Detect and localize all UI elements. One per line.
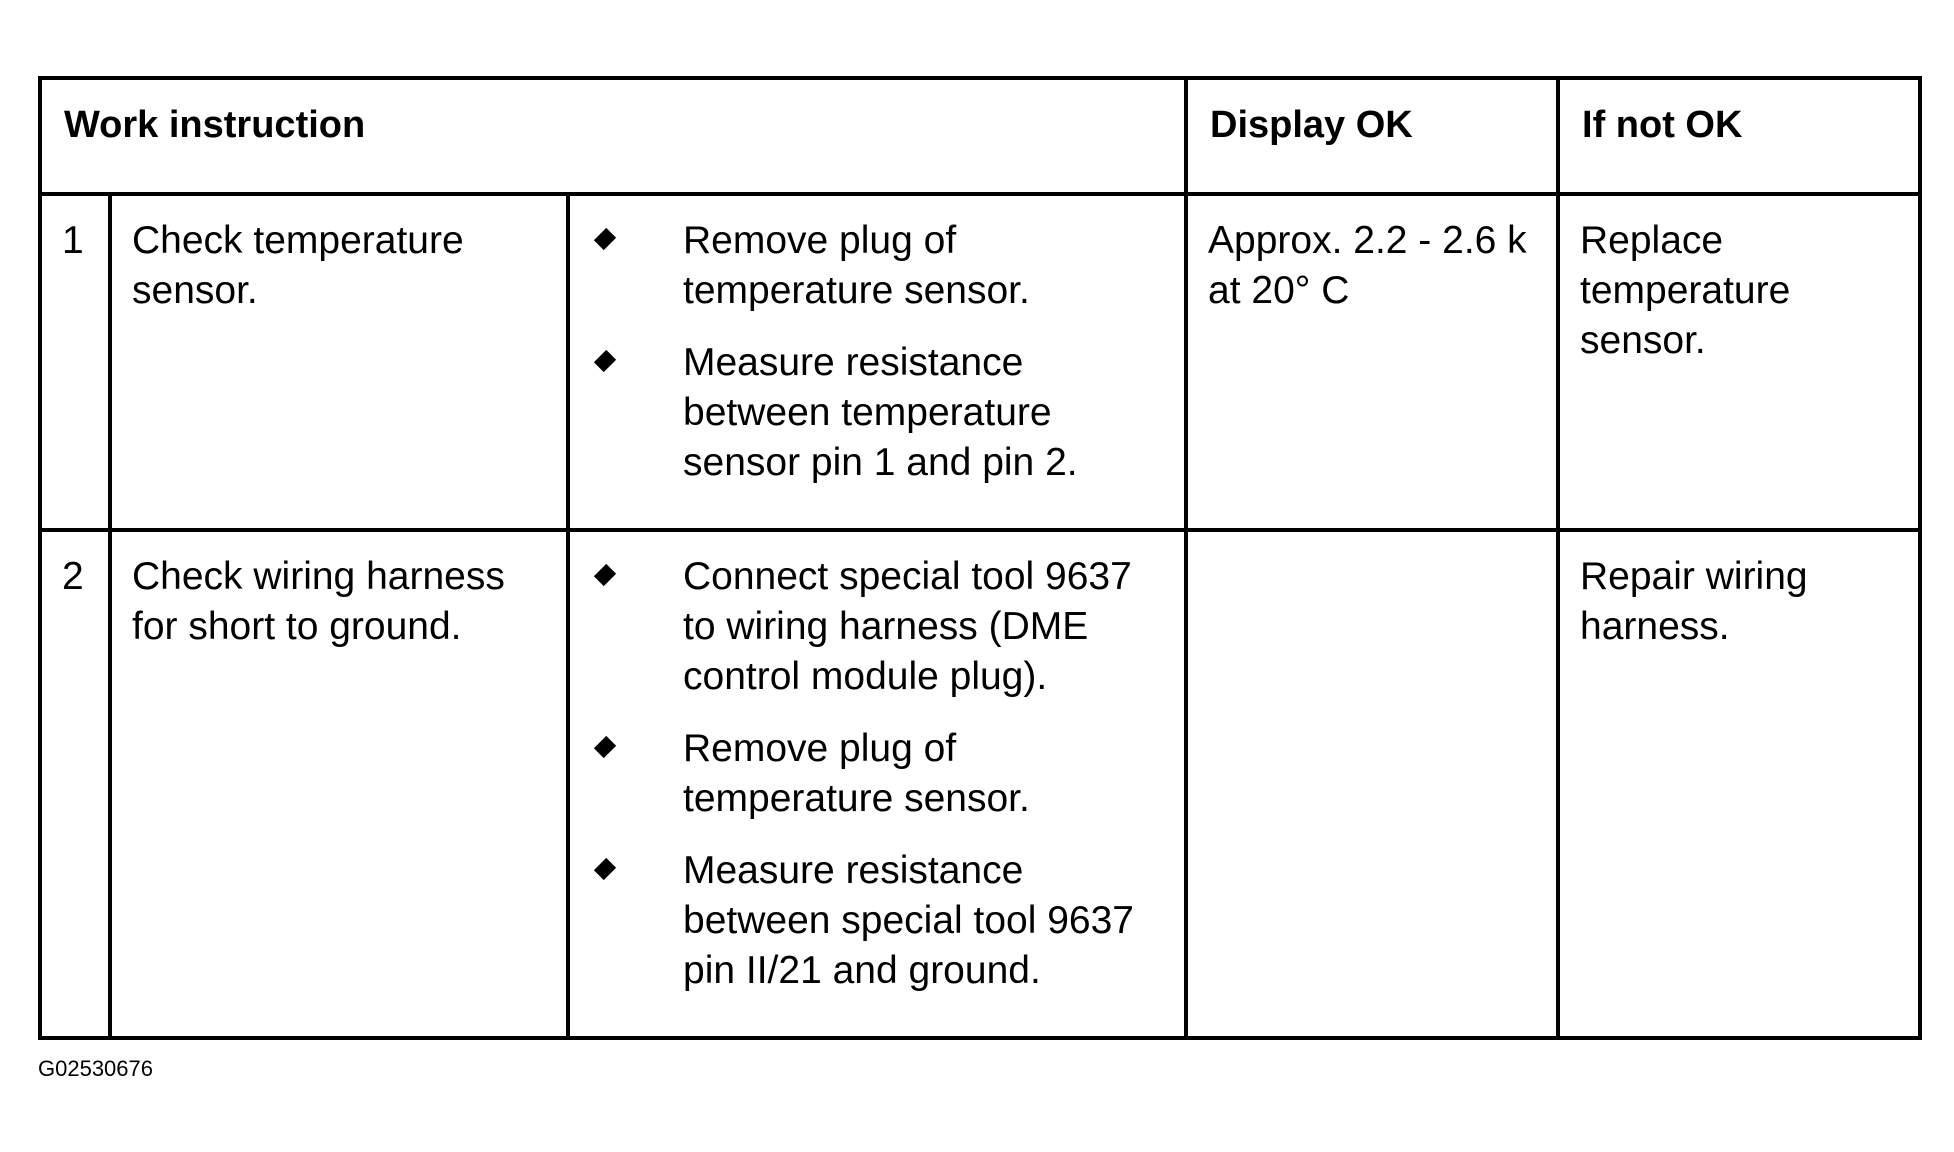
header-if-not-ok: If not OK bbox=[1558, 78, 1920, 194]
step-title: Check temperature sensor. bbox=[110, 194, 568, 530]
step-instructions bbox=[568, 530, 1186, 1038]
instruction-list bbox=[570, 216, 1174, 488]
display-ok-value: Approx. 2.2 - 2.6 k at 20° C bbox=[1186, 194, 1558, 530]
instruction-text: Measure resistance between temperature sensor pin 1 and pin 2. bbox=[683, 341, 1078, 484]
diamond-bullet-icon bbox=[594, 858, 616, 880]
header-work-instruction: Work instruction bbox=[40, 78, 1186, 194]
step-title: Check wiring harness for short to ground. bbox=[110, 530, 568, 1038]
if-not-ok-action: Repair wiring harness. bbox=[1558, 530, 1920, 1038]
header-display-ok: Display OK bbox=[1186, 78, 1558, 194]
list-item bbox=[570, 846, 1174, 996]
header-row bbox=[40, 78, 1920, 194]
table-row bbox=[40, 530, 1920, 1038]
instruction-text: Connect special tool 9637 to wiring harness (DME control module plug). bbox=[683, 555, 1132, 698]
instruction-text: Measure resistance between special tool 9637 pin II/21 and ground. bbox=[683, 849, 1134, 992]
table-row bbox=[40, 194, 1920, 530]
instruction-text: Remove plug of temperature sensor. bbox=[683, 219, 1030, 312]
figure-id: G02530676 bbox=[38, 1056, 153, 1081]
diamond-bullet-icon bbox=[594, 350, 616, 372]
step-number: 2 bbox=[40, 530, 110, 1038]
instruction-list bbox=[570, 552, 1174, 996]
step-instructions bbox=[568, 194, 1186, 530]
list-item bbox=[570, 338, 1174, 488]
if-not-ok-action: Replace temperature sensor. bbox=[1558, 194, 1920, 530]
diamond-bullet-icon bbox=[594, 228, 616, 250]
work-instruction-table bbox=[38, 76, 1922, 1040]
list-item bbox=[570, 552, 1174, 702]
list-item bbox=[570, 216, 1174, 316]
list-item bbox=[570, 724, 1174, 824]
instruction-text: Remove plug of temperature sensor. bbox=[683, 727, 1030, 820]
diamond-bullet-icon bbox=[594, 564, 616, 586]
display-ok-value bbox=[1186, 530, 1558, 1038]
step-number: 1 bbox=[40, 194, 110, 530]
diamond-bullet-icon bbox=[594, 736, 616, 758]
